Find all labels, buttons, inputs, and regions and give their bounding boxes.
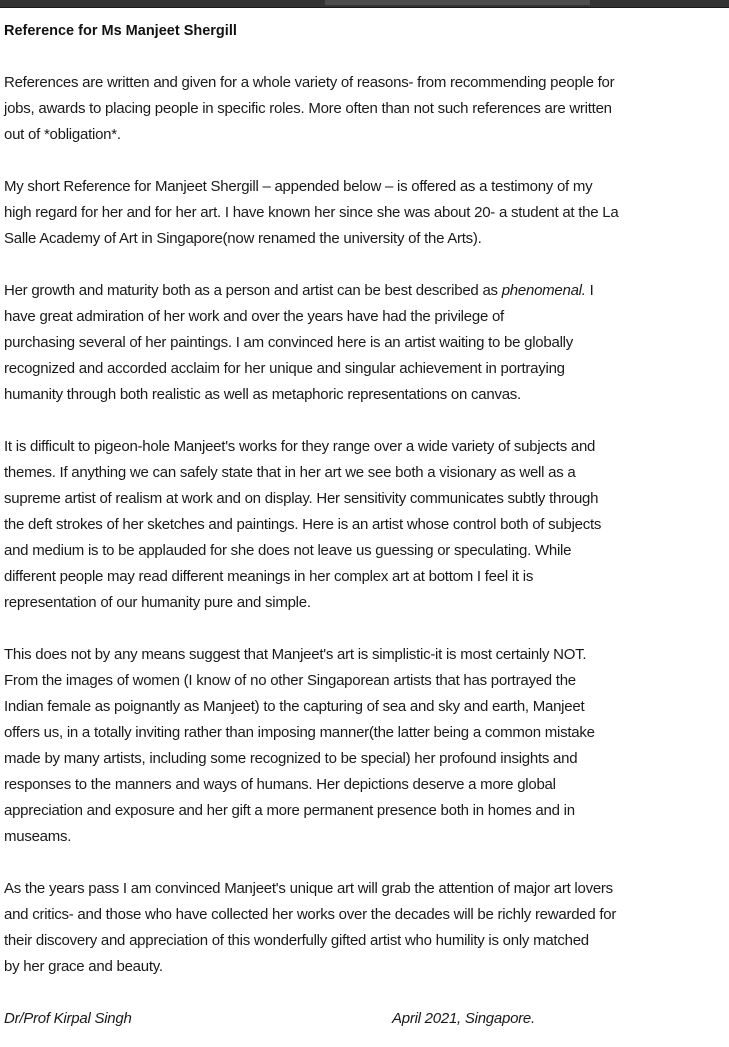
text-line: representation of our humanity pure and simple. [4, 594, 311, 611]
paragraph-intro [4, 70, 726, 148]
text-line: Salle Academy of Art in Singapore(now renamed the university of the Arts). [4, 230, 482, 247]
text-line: high regard for her and for her art. I have known her since she was about 20- a student at the La [4, 204, 619, 221]
text-line: themes. If anything we can safely state that in her art we see both a visionary as well as a [4, 464, 576, 481]
text-line: jobs, awards to placing people in specific roles. More often than not such references are written [4, 100, 612, 117]
text-line: offers us, in a totally inviting rather than imposing manner(the latter being a common mistake [4, 724, 595, 741]
emphasis-phenomenal: phenomenal. [501, 282, 586, 299]
text-line: Indian female as poignantly as Manjeet) to the capturing of sea and sky and earth, Manjeet [4, 698, 585, 715]
text-line: My short Reference for Manjeet Shergill – appended below – is offered as a testimony of my [4, 178, 593, 195]
paragraph-spacer [4, 44, 726, 70]
paragraph-growth [4, 278, 726, 408]
paragraph-not-simplistic [4, 642, 726, 850]
text-line: From the images of women (I know of no other Singaporean artists that has portrayed the [4, 672, 576, 689]
text-run: I [585, 282, 594, 299]
text-run: Her growth and maturity both as a person and artist can be best described as [4, 282, 502, 299]
window-top-bar [0, 0, 729, 8]
text-line: museams. [4, 828, 72, 845]
paragraph-spacer [4, 148, 726, 174]
paragraph-testimony [4, 174, 726, 252]
text-line: different people may read different meanings in her complex art at bottom I feel it is [4, 568, 534, 585]
text-line: and medium is to be applauded for she does not leave us guessing or speculating. While [4, 542, 572, 559]
text-line: References are written and given for a whole variety of reasons- from recommending people for [4, 74, 615, 91]
text-line: supreme artist of realism at work and on display. Her sensitivity communicates subtly through [4, 490, 599, 507]
reference-letter [4, 18, 726, 1032]
text-line [4, 278, 726, 304]
text-line: appreciation and exposure and her gift a more permanent presence both in homes and in [4, 802, 575, 819]
paragraph-spacer [4, 980, 726, 1006]
text-line: humanity through both realistic as well as metaphoric representations on canvas. [4, 386, 521, 403]
paragraph-spacer [4, 616, 726, 642]
signature-date-place: April 2021, Singapore. [392, 1010, 535, 1027]
signature-block [4, 1006, 726, 1032]
text-line: their discovery and appreciation of this wonderfully gifted artist who humility is only matched [4, 932, 589, 949]
text-line: and critics- and those who have collected her works over the decades will be richly rewarded for [4, 906, 617, 923]
top-scrollbar-thumb[interactable] [325, 0, 590, 5]
text-line: As the years pass I am convinced Manjeet's unique art will grab the attention of major art lovers [4, 880, 613, 897]
text-line: It is difficult to pigeon-hole Manjeet's works for they range over a wide variety of subjects and [4, 438, 596, 455]
text-line: responses to the manners and ways of humans. Her depictions deserve a more global [4, 776, 556, 793]
text-line: the deft strokes of her sketches and paintings. Here is an artist whose control both of subjects [4, 516, 602, 533]
paragraph-themes [4, 434, 726, 616]
signatory-name: Dr/Prof Kirpal Singh [4, 1010, 132, 1027]
text-line: by her grace and beauty. [4, 958, 163, 975]
text-line: recognized and accorded acclaim for her unique and singular achievement in portraying [4, 360, 565, 377]
text-line: out of *obligation*. [4, 126, 121, 143]
paragraph-spacer [4, 850, 726, 876]
text-line: purchasing several of her paintings. I am convinced here is an artist waiting to be globally [4, 334, 573, 351]
paragraph-spacer [4, 252, 726, 278]
text-line: made by many artists, including some recognized to be special) her profound insights and [4, 750, 578, 767]
text-line: This does not by any means suggest that Manjeet's art is simplistic-it is most certainly NOT. [4, 646, 587, 663]
paragraph-conclusion [4, 876, 726, 980]
text-line: have great admiration of her work and over the years have had the privilege of [4, 308, 504, 325]
paragraph-spacer [4, 408, 726, 434]
document-title: Reference for Ms Manjeet Shergill [4, 23, 237, 39]
